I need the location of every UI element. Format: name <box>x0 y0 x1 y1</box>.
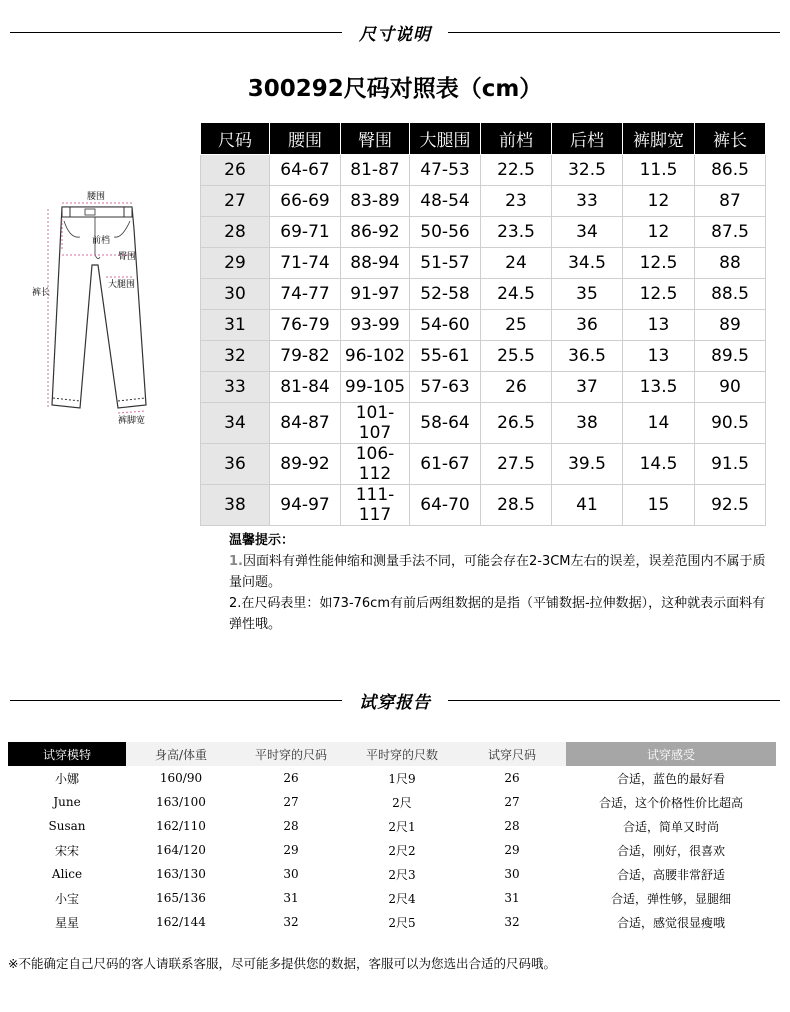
table-cell: 81-87 <box>341 155 410 186</box>
table-cell: 31 <box>283 891 299 905</box>
table-cell: 29 <box>201 248 270 279</box>
table-cell: 13.5 <box>623 372 695 403</box>
table-cell: 27 <box>504 795 520 809</box>
table-cell: 89 <box>695 310 766 341</box>
label-front-rise: 前档 <box>92 236 111 246</box>
table-cell: 2尺3 <box>388 867 416 882</box>
section-title: 试穿报告 <box>359 693 431 713</box>
table-cell: 小娜 <box>54 771 79 786</box>
table-cell: 36 <box>201 444 270 485</box>
tips-block <box>229 530 769 635</box>
table-cell: 合适，感觉很显瘦哦 <box>616 915 725 930</box>
table-cell: 76-79 <box>270 310 341 341</box>
table-cell: 164/120 <box>156 843 206 857</box>
table-row <box>201 155 766 186</box>
table-cell: June <box>53 795 81 809</box>
tips-title: 温馨提示： <box>229 533 295 548</box>
table-cell: 25 <box>481 310 552 341</box>
table-cell: 51-57 <box>410 248 481 279</box>
table-cell: 38 <box>552 403 623 444</box>
table-cell: 96-102 <box>341 341 410 372</box>
table-row <box>8 790 776 814</box>
table-cell: 13 <box>623 341 695 372</box>
table-cell: 163/100 <box>156 795 206 809</box>
table-cell: 22.5 <box>481 155 552 186</box>
table-cell: 52-58 <box>410 279 481 310</box>
table-row <box>201 186 766 217</box>
table-cell: 58-64 <box>410 403 481 444</box>
table-cell: 32.5 <box>552 155 623 186</box>
table-cell: 34 <box>201 403 270 444</box>
table-cell: 88.5 <box>695 279 766 310</box>
table-cell: 50-56 <box>410 217 481 248</box>
table-row <box>201 444 766 485</box>
table-cell: 23.5 <box>481 217 552 248</box>
table-row <box>8 910 776 934</box>
table-cell: 28.5 <box>481 485 552 526</box>
table-cell: 11.5 <box>623 155 695 186</box>
table-cell: 合适，这个价格性价比超高 <box>598 795 743 810</box>
table-cell: 88 <box>695 248 766 279</box>
table-cell: 38 <box>201 485 270 526</box>
table-cell: 90 <box>695 372 766 403</box>
size-chart-title: 300292尺码对照表（cm） <box>247 76 543 102</box>
table-cell: 2尺5 <box>388 915 416 930</box>
table-cell: 25.5 <box>481 341 552 372</box>
col-feedback: 试穿感受 <box>566 742 776 766</box>
col-length: 裤长 <box>695 123 766 155</box>
table-cell: 74-77 <box>270 279 341 310</box>
table-cell: 81-84 <box>270 372 341 403</box>
table-cell: 165/136 <box>156 891 206 905</box>
table-cell: 小宝 <box>54 891 79 906</box>
label-hip: 臀围 <box>118 252 137 262</box>
table-cell: 84-87 <box>270 403 341 444</box>
table-cell: 57-63 <box>410 372 481 403</box>
col-hip: 臀围 <box>341 123 410 155</box>
table-cell: 35 <box>552 279 623 310</box>
table-row <box>8 766 776 790</box>
table-cell: 39.5 <box>552 444 623 485</box>
table-cell: 2尺 <box>392 795 412 810</box>
table-cell: 93-99 <box>341 310 410 341</box>
table-cell: 2尺2 <box>388 843 416 858</box>
table-cell: 89.5 <box>695 341 766 372</box>
label-hem: 裤脚宽 <box>118 416 146 426</box>
trial-table <box>8 742 776 934</box>
table-cell: 163/130 <box>156 867 206 881</box>
size-section-heading <box>0 20 790 44</box>
table-cell: 91.5 <box>695 444 766 485</box>
table-row <box>201 372 766 403</box>
table-cell: 合适，简单又时尚 <box>622 819 719 834</box>
table-cell: 2尺1 <box>388 819 416 834</box>
table-row <box>201 279 766 310</box>
size-table-header-row <box>201 123 766 155</box>
table-cell: 33 <box>552 186 623 217</box>
col-front-rise: 前档 <box>481 123 552 155</box>
table-cell: 合适，刚好，很喜欢 <box>616 843 725 858</box>
table-cell: 宋宋 <box>54 843 79 858</box>
col-trial-size: 试穿尺码 <box>458 742 566 766</box>
table-cell: 55-61 <box>410 341 481 372</box>
table-cell: 87 <box>695 186 766 217</box>
table-cell: 26 <box>201 155 270 186</box>
table-cell: 30 <box>283 867 299 881</box>
waistband <box>62 207 132 217</box>
table-cell: 41 <box>552 485 623 526</box>
table-cell: 34.5 <box>552 248 623 279</box>
table-cell: 28 <box>283 819 299 833</box>
table-cell: 83-89 <box>341 186 410 217</box>
table-cell: 26 <box>283 771 299 785</box>
table-cell: 111-117 <box>341 485 410 526</box>
table-cell: 79-82 <box>270 341 341 372</box>
table-cell: 99-105 <box>341 372 410 403</box>
table-row <box>8 886 776 910</box>
table-cell: 15 <box>623 485 695 526</box>
table-cell: 2尺4 <box>388 891 416 906</box>
table-row <box>8 862 776 886</box>
trial-section-heading <box>0 688 790 712</box>
trial-table-header-row <box>8 742 776 766</box>
col-waist: 腰围 <box>270 123 341 155</box>
table-cell: 12.5 <box>623 279 695 310</box>
table-cell: 32 <box>283 915 299 929</box>
table-row <box>201 217 766 248</box>
table-cell: 48-54 <box>410 186 481 217</box>
table-cell: 162/144 <box>156 915 206 929</box>
col-back-rise: 后档 <box>552 123 623 155</box>
table-cell: Alice <box>51 867 83 881</box>
table-cell: Susan <box>48 819 86 833</box>
table-cell: 94-97 <box>270 485 341 526</box>
table-row <box>201 310 766 341</box>
table-cell: 31 <box>504 891 520 905</box>
table-cell: 34 <box>552 217 623 248</box>
table-cell: 27 <box>283 795 299 809</box>
table-cell: 24 <box>481 248 552 279</box>
table-row <box>201 248 766 279</box>
col-height-weight: 身高/体重 <box>126 742 236 766</box>
table-cell: 92.5 <box>695 485 766 526</box>
table-cell: 29 <box>283 843 299 857</box>
tip-number: 1. <box>229 554 243 569</box>
pants-diagram <box>30 185 180 430</box>
table-row <box>201 485 766 526</box>
table-cell: 27.5 <box>481 444 552 485</box>
table-cell: 12 <box>623 186 695 217</box>
table-cell: 28 <box>201 217 270 248</box>
table-cell: 89-92 <box>270 444 341 485</box>
section-title: 尺寸说明 <box>359 25 431 45</box>
label-thigh: 大腿围 <box>108 280 136 290</box>
col-model: 试穿模特 <box>8 742 126 766</box>
table-cell: 160/90 <box>159 771 203 785</box>
table-cell: 66-69 <box>270 186 341 217</box>
table-cell: 64-67 <box>270 155 341 186</box>
tip-item-1 <box>229 551 769 593</box>
table-cell: 23 <box>481 186 552 217</box>
table-cell: 32 <box>504 915 520 929</box>
table-cell: 86-92 <box>341 217 410 248</box>
table-cell: 91-97 <box>341 279 410 310</box>
table-cell: 14 <box>623 403 695 444</box>
table-cell: 30 <box>504 867 520 881</box>
table-cell: 106-112 <box>341 444 410 485</box>
col-usual-waist: 平时穿的尺数 <box>346 742 458 766</box>
table-cell: 37 <box>552 372 623 403</box>
table-cell: 162/110 <box>156 819 206 833</box>
button <box>85 209 95 215</box>
table-cell: 26.5 <box>481 403 552 444</box>
table-cell: 14.5 <box>623 444 695 485</box>
table-cell: 24.5 <box>481 279 552 310</box>
table-cell: 36 <box>552 310 623 341</box>
table-row <box>8 838 776 862</box>
table-row <box>201 341 766 372</box>
table-cell: 69-71 <box>270 217 341 248</box>
table-cell: 27 <box>201 186 270 217</box>
table-cell: 合适，高腰非常舒适 <box>616 867 725 882</box>
table-cell: 30 <box>201 279 270 310</box>
table-cell: 29 <box>504 843 520 857</box>
table-cell: 87.5 <box>695 217 766 248</box>
size-table <box>200 122 766 526</box>
table-cell: 36.5 <box>552 341 623 372</box>
table-cell: 61-67 <box>410 444 481 485</box>
table-row <box>8 814 776 838</box>
table-cell: 星星 <box>54 915 79 930</box>
table-cell: 33 <box>201 372 270 403</box>
table-cell: 32 <box>201 341 270 372</box>
table-cell: 13 <box>623 310 695 341</box>
table-cell: 合适，蓝色的最好看 <box>616 771 725 786</box>
table-cell: 64-70 <box>410 485 481 526</box>
footnote: ※不能确定自己尺码的客人请联系客服，尽可能多提供您的数据，客服可以为您选出合适的尺码哦。 <box>8 956 556 971</box>
col-hem: 裤脚宽 <box>623 123 695 155</box>
table-cell: 86.5 <box>695 155 766 186</box>
table-cell: 71-74 <box>270 248 341 279</box>
table-cell: 26 <box>481 372 552 403</box>
table-cell: 101-107 <box>341 403 410 444</box>
table-cell: 12 <box>623 217 695 248</box>
table-cell: 12.5 <box>623 248 695 279</box>
table-cell: 47-53 <box>410 155 481 186</box>
tip-item-2: 2.在尺码表里：如73-76cm有前后两组数据的是指（平铺数据-拉伸数据），这种就表示面料有弹性哦。 <box>229 596 766 632</box>
table-cell: 28 <box>504 819 520 833</box>
table-cell: 1尺9 <box>388 771 416 786</box>
table-cell: 88-94 <box>341 248 410 279</box>
table-cell: 26 <box>504 771 520 785</box>
table-cell: 90.5 <box>695 403 766 444</box>
col-usual-size: 平时穿的尺码 <box>236 742 346 766</box>
table-cell: 合适，弹性够，显腿细 <box>610 891 731 906</box>
table-cell: 31 <box>201 310 270 341</box>
table-row <box>201 403 766 444</box>
label-length: 裤长 <box>32 288 51 298</box>
tip-text: 因面料有弹性能伸缩和测量手法不同，可能会存在2-3CM左右的误差，误差范围内不属于质量问题。 <box>229 554 766 590</box>
col-size: 尺码 <box>201 123 270 155</box>
label-waist: 腰围 <box>86 192 106 202</box>
table-cell: 54-60 <box>410 310 481 341</box>
col-thigh: 大腿围 <box>410 123 481 155</box>
